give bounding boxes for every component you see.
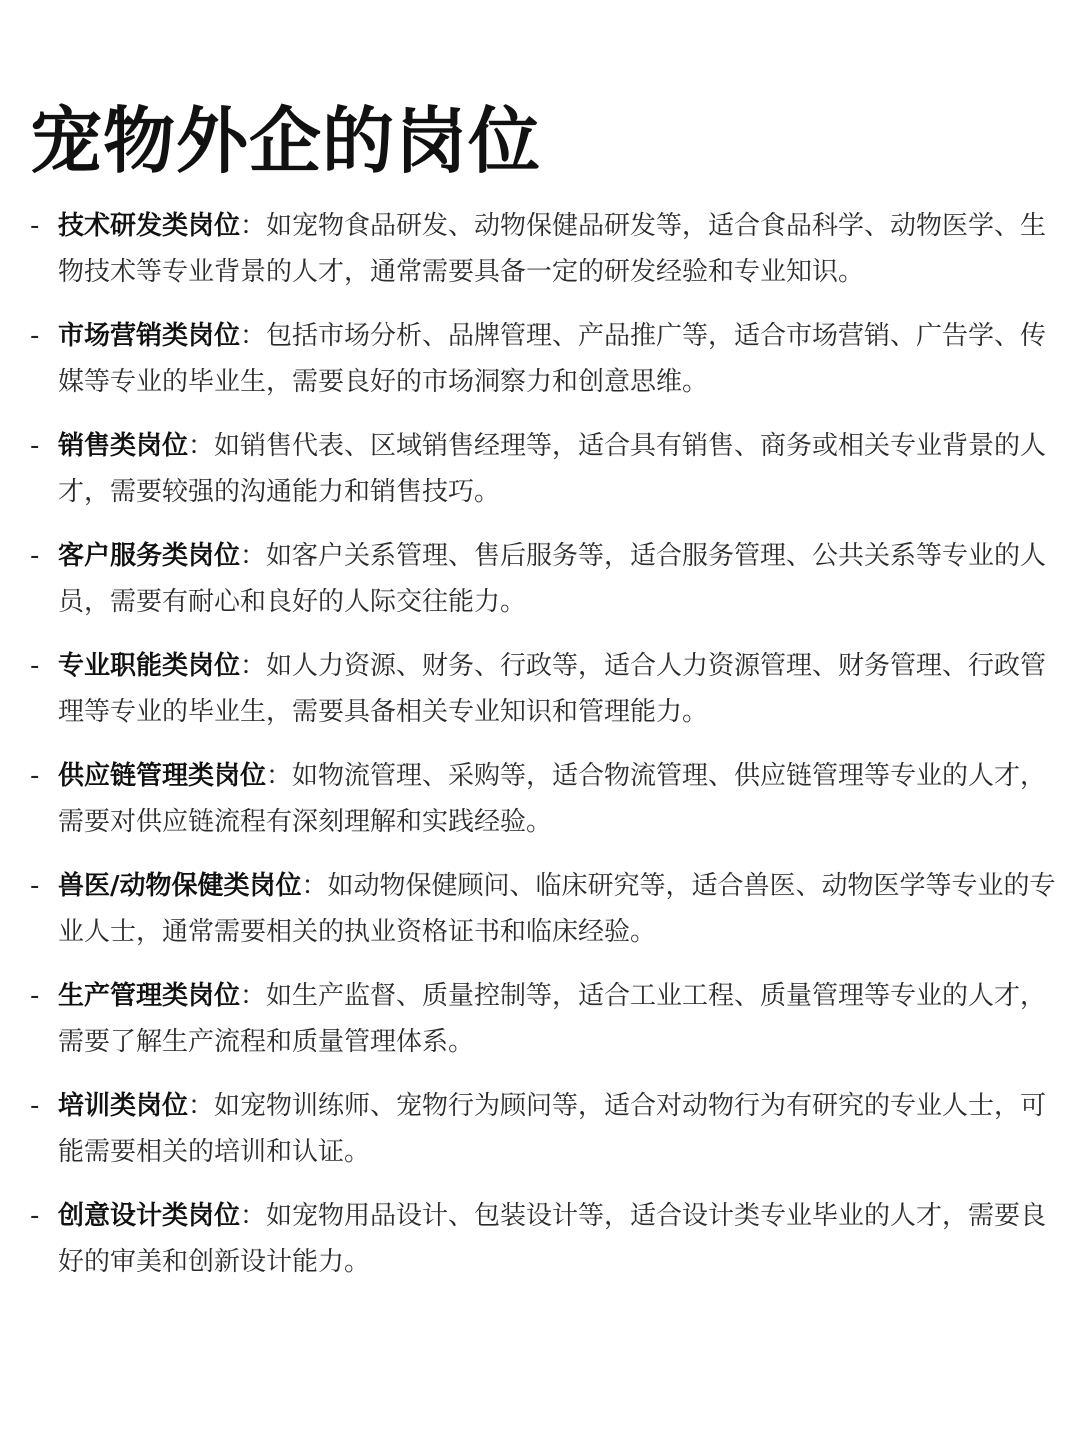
bullet-dash: - (30, 1201, 40, 1231)
item-label: 创意设计类岗位 (58, 1201, 241, 1231)
item-label: 销售类岗位 (58, 431, 189, 461)
bullet-dash: - (30, 871, 40, 901)
bullet-dash: - (30, 211, 40, 241)
page-title: 宠物外企的岗位 (30, 99, 542, 183)
item-text: 如物流管理、采购等，适合物流管理、供应链管理等专业的人才，需要对供应链流程有深刻理解和实践经验。 (58, 761, 1047, 837)
item-text: 如动物保健顾问、临床研究等，适合兽医、动物医学等专业的专业人士，通常需要相关的执业资格证书和临床经验。 (58, 871, 1056, 947)
item-colon: ： (240, 541, 267, 571)
bullet-dash: - (30, 981, 40, 1011)
item-text: 如生产监督、质量控制等，适合工业工程、质量管理等专业的人才，需要了解生产流程和质量管理体系。 (58, 981, 1047, 1057)
item-label: 培训类岗位 (58, 1091, 189, 1121)
list-item (28, 1193, 1058, 1285)
list-item (28, 1083, 1058, 1175)
bullet-dash: - (30, 541, 40, 571)
item-colon: ： (188, 1091, 215, 1121)
item-text: 如客户关系管理、售后服务等，适合服务管理、公共关系等专业的人员，需要有耐心和良好的人际交往能力。 (58, 541, 1047, 617)
bullet-dash: - (30, 431, 40, 461)
item-text: 如人力资源、财务、行政等，适合人力资源管理、财务管理、行政管理等专业的毕业生，需要具备相关专业知识和管理能力。 (58, 651, 1047, 727)
item-colon: ： (266, 761, 293, 791)
list-item (28, 643, 1058, 735)
bullet-dash: - (30, 651, 40, 681)
item-label: 市场营销类岗位 (58, 321, 241, 351)
item-text: 如宠物食品研发、动物保健品研发等，适合食品科学、动物医学、生物技术等专业背景的人才，通常需要具备一定的研发经验和专业知识。 (58, 211, 1047, 287)
job-list (28, 203, 1058, 1303)
item-text: 包括市场分析、品牌管理、产品推广等，适合市场营销、广告学、传媒等专业的毕业生，需要良好的市场洞察力和创意思维。 (58, 321, 1047, 397)
item-colon: ： (240, 651, 267, 681)
list-item (28, 753, 1058, 845)
list-item (28, 973, 1058, 1065)
item-text: 如销售代表、区域销售经理等，适合具有销售、商务或相关专业背景的人才，需要较强的沟通能力和销售技巧。 (58, 431, 1047, 507)
list-item (28, 423, 1058, 515)
item-text: 如宠物训练师、宠物行为顾问等，适合对动物行为有研究的专业人士，可能需要相关的培训和认证。 (58, 1091, 1047, 1167)
list-item (28, 863, 1058, 955)
item-colon: ： (188, 431, 215, 461)
item-label: 技术研发类岗位 (58, 211, 241, 241)
item-label: 客户服务类岗位 (58, 541, 241, 571)
item-colon: ： (240, 321, 267, 351)
item-label: 专业职能类岗位 (58, 651, 241, 681)
item-text: 如宠物用品设计、包装设计等，适合设计类专业毕业的人才，需要良好的审美和创新设计能力。 (58, 1201, 1047, 1277)
item-colon: ： (240, 1201, 267, 1231)
bullet-dash: - (30, 761, 40, 791)
item-label: 供应链管理类岗位 (58, 761, 267, 791)
bullet-dash: - (30, 1091, 40, 1121)
list-item (28, 203, 1058, 295)
list-item (28, 533, 1058, 625)
item-label: 生产管理类岗位 (58, 981, 241, 1011)
item-colon: ： (301, 871, 328, 901)
bullet-dash: - (30, 321, 40, 351)
item-label: 兽医/动物保健类岗位 (58, 871, 302, 901)
item-colon: ： (240, 211, 267, 241)
list-item (28, 313, 1058, 405)
item-colon: ： (240, 981, 267, 1011)
